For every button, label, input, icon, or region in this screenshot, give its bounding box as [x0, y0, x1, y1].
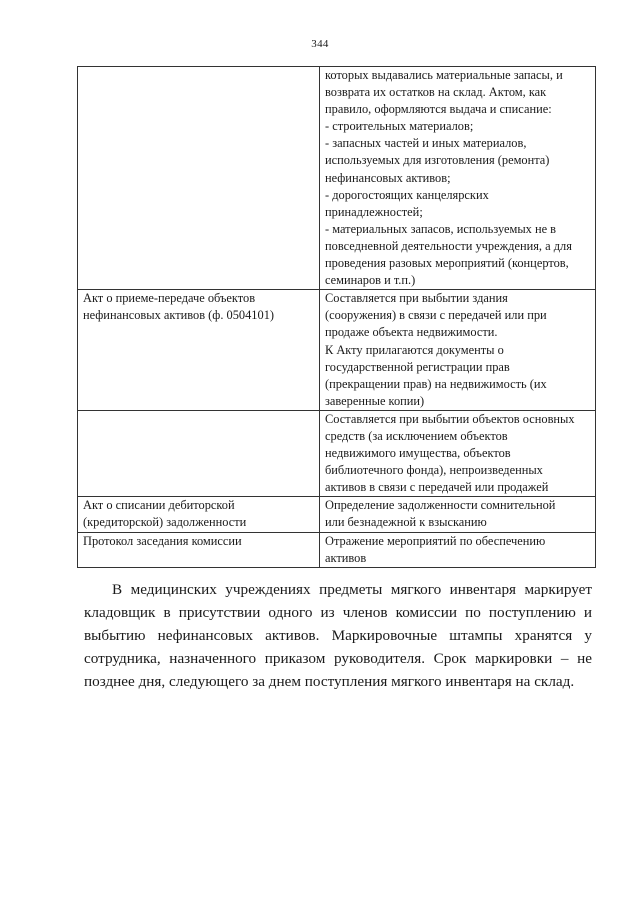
cell-line: принадлежностей; [325, 204, 423, 219]
cell-line: (прекращении прав) на недвижимость (их [325, 376, 547, 391]
cell-line: средств (за исключением объектов [325, 428, 508, 443]
document-table [77, 66, 596, 568]
cell-line: Составляется при выбытии объектов основных [325, 411, 575, 426]
cell-line: - дорогостоящих канцелярских [325, 187, 489, 202]
table-row [78, 410, 596, 496]
cell-line: - запасных частей и иных материалов, [325, 136, 527, 151]
paragraph-line: В медицинских учреждениях предметы мягкого инвентаря маркирует [112, 581, 592, 598]
paragraph-line: выбытию нефинансовых активов. Маркировочные штампы хранятся у [84, 627, 592, 644]
cell-line: К Акту прилагаются документы о [325, 342, 504, 357]
cell-line: Акт о приеме-передаче объектов [83, 291, 256, 306]
paragraph-line: кладовщик в присутствии одного из членов комиссии по поступлению и [84, 604, 592, 621]
cell-line: семинаров и т.п.) [325, 273, 416, 288]
cell-line: государственной регистрации прав [325, 359, 510, 374]
table-cell-description [320, 290, 596, 411]
table-cell-description [320, 497, 596, 532]
cell-line: продаже объекта недвижимости. [325, 325, 498, 340]
cell-line: возврата их остатков на склад. Актом, как [325, 85, 547, 100]
cell-line: Акт о списании дебиторской [83, 498, 235, 513]
table-row [78, 67, 596, 290]
cell-line: активов в связи с передачей или продажей [325, 480, 549, 495]
cell-line: используемых для изготовления (ремонта) [325, 153, 550, 168]
cell-line: библиотечного фонда), непроизведенных [325, 463, 543, 478]
table-row [78, 290, 596, 411]
cell-line: недвижимого имущества, объектов [325, 446, 511, 461]
table-cell-description [320, 532, 596, 567]
cell-line: проведения разовых мероприятий (концертов, [325, 256, 569, 271]
cell-line: повседневной деятельности учреждения, а для [325, 238, 572, 253]
cell-line: или безнадежной к взысканию [325, 515, 487, 530]
cell-line: - строительных материалов; [325, 119, 474, 134]
cell-line: правило, оформляются выдача и списание: [325, 102, 552, 117]
table-cell-description [320, 67, 596, 290]
table-cell-document [78, 410, 320, 496]
table-cell-document [78, 497, 320, 532]
body-paragraph [84, 578, 592, 693]
table-cell-document [78, 532, 320, 567]
table-cell-document [78, 67, 320, 290]
cell-line: Составляется при выбытии здания [325, 291, 508, 306]
cell-line: активов [325, 550, 367, 565]
cell-line: (сооружения) в связи с передачей или при [325, 308, 547, 323]
cell-line: Определение задолженности сомнительной [325, 498, 556, 513]
cell-line: Протокол заседания комиссии [83, 533, 242, 548]
cell-line: заверенные копии) [325, 393, 425, 408]
page-number: 344 [311, 38, 329, 50]
cell-line: нефинансовых активов (ф. 0504101) [83, 308, 275, 323]
cell-line: (кредиторской) задолженности [83, 515, 247, 530]
table-cell-document [78, 290, 320, 411]
paragraph-line: сотрудника, назначенного приказом руководителя. Срок маркировки – не [84, 650, 592, 667]
table-row [78, 497, 596, 532]
table-cell-description [320, 410, 596, 496]
cell-line: Отражение мероприятий по обеспечению [325, 533, 546, 548]
cell-line: нефинансовых активов; [325, 170, 451, 185]
table-row [78, 532, 596, 567]
paragraph-line: позднее дня, следующего за днем поступления мягкого инвентаря на склад. [84, 673, 575, 690]
cell-line: которых выдавались материальные запасы, и [325, 68, 563, 82]
cell-line: - материальных запасов, используемых не в [325, 221, 557, 236]
